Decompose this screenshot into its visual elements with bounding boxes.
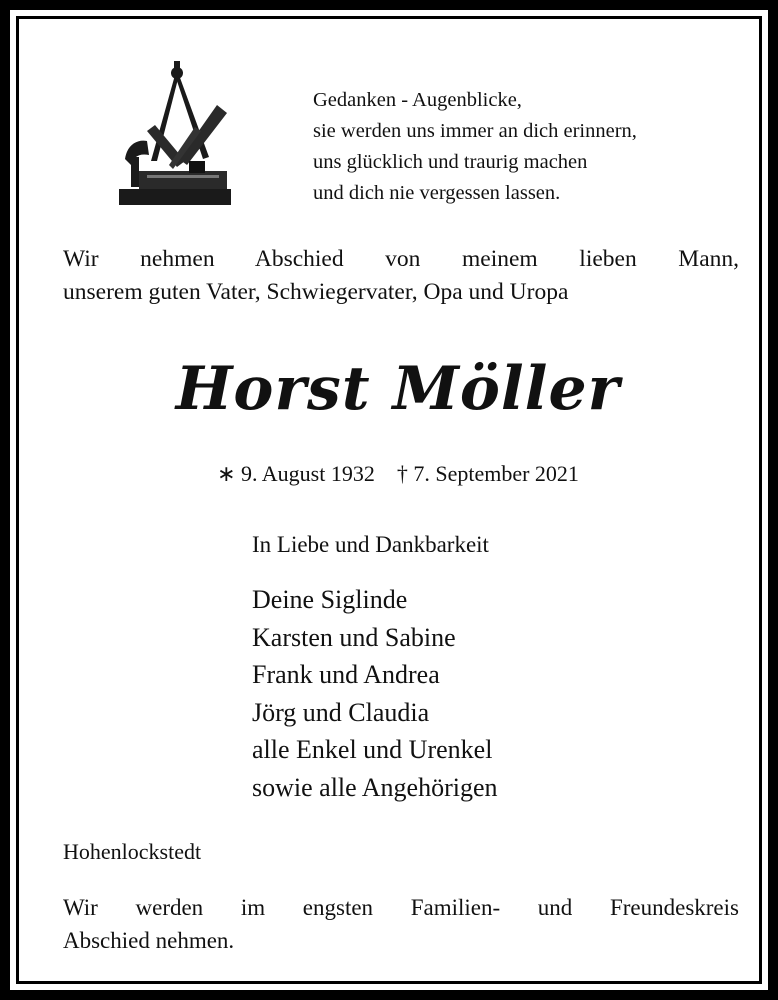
mourner-name: Frank und Andrea — [252, 660, 440, 689]
carpentry-tools-icon — [117, 61, 235, 211]
mourner-name: Karsten und Sabine — [252, 622, 456, 652]
deceased-name: Horst Möller — [175, 354, 621, 424]
mourner-name: Jörg und Claudia — [252, 697, 430, 727]
poem-line: sie werden uns immer an dich erinnern, — [313, 120, 637, 142]
poem-line: Gedanken - Augenblicke, — [313, 89, 522, 111]
poem-line: uns glücklich und traurig machen — [313, 151, 588, 173]
mourners-list — [252, 581, 498, 806]
farewell-intro — [63, 243, 739, 309]
life-dates: ∗ 9. August 1932 † 7. September 2021 — [217, 461, 579, 486]
intro-line: Wir nehmen Abschied von meinem lieben Mann, — [63, 246, 739, 272]
mourner-name: Deine Siglinde — [252, 585, 408, 614]
closing-note — [63, 891, 739, 957]
poem — [313, 85, 763, 209]
notice-background — [10, 10, 768, 990]
poem-line: und dich nie vergessen lassen. — [313, 182, 561, 204]
mourner-name: alle Enkel und Urenkel — [252, 735, 493, 764]
closing-line: Abschied nehmen. — [63, 928, 235, 953]
intro-line: unserem guten Vater, Schwiegervater, Opa und Uropa — [63, 279, 569, 305]
obituary-notice — [16, 16, 762, 984]
closing-line: Wir werden im engsten Familien- und Freundeskreis — [63, 895, 739, 920]
mourner-name: sowie alle Angehörigen — [252, 772, 498, 802]
place-name: Hohenlockstedt — [63, 839, 202, 864]
thanks-line: In Liebe und Dankbarkeit — [252, 532, 489, 557]
